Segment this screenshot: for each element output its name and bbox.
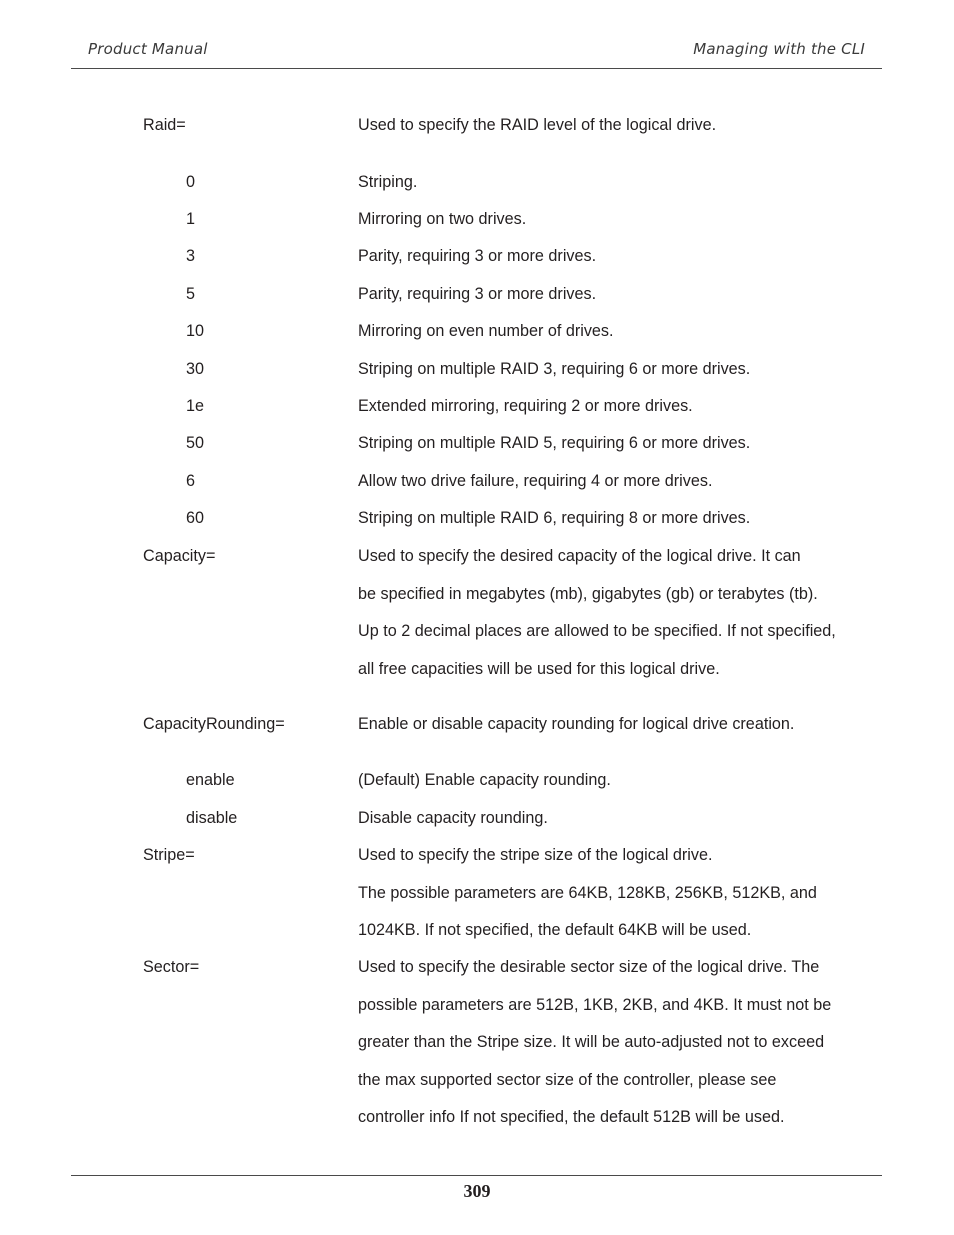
param-description-line: Parity, requiring 3 or more drives. bbox=[358, 247, 597, 265]
page-number: 309 bbox=[463, 1181, 491, 1201]
param-term: Raid= bbox=[143, 116, 186, 134]
param-description-line: Used to specify the desired capacity of the logical drive. It can bbox=[358, 547, 801, 565]
param-term: CapacityRounding= bbox=[143, 715, 285, 733]
param-term: 3 bbox=[186, 247, 196, 265]
param-term: Capacity= bbox=[143, 547, 216, 565]
param-description-line: Disable capacity rounding. bbox=[358, 809, 548, 827]
running-header-left: Product Manual bbox=[88, 40, 208, 58]
param-description-line: greater than the Stripe size. It will be auto-adjusted not to exceed bbox=[358, 1033, 825, 1051]
param-description-line: Used to specify the desirable sector size of the logical drive. The bbox=[358, 958, 820, 976]
param-description-line: Used to specify the RAID level of the logical drive. bbox=[358, 116, 717, 134]
param-description-line: Extended mirroring, requiring 2 or more drives. bbox=[358, 397, 693, 415]
running-header-right: Managing with the CLI bbox=[693, 40, 865, 58]
param-term: Sector= bbox=[143, 958, 200, 976]
param-description-line: controller info If not specified, the default 512B will be used. bbox=[358, 1108, 785, 1126]
param-description-line: The possible parameters are 64KB, 128KB, 256KB, 512KB, and bbox=[358, 884, 817, 902]
param-term: 10 bbox=[186, 322, 205, 340]
param-description-line: Mirroring on even number of drives. bbox=[358, 322, 614, 340]
param-term: 5 bbox=[186, 285, 196, 303]
param-term: 1 bbox=[186, 210, 196, 228]
param-description-line: the max supported sector size of the controller, please see bbox=[358, 1071, 777, 1089]
param-term: 6 bbox=[186, 472, 196, 490]
param-description-line: be specified in megabytes (mb), gigabytes (gb) or terabytes (tb). bbox=[358, 585, 818, 603]
param-term: 0 bbox=[186, 173, 196, 191]
param-term: 50 bbox=[186, 434, 205, 452]
param-description-line: Allow two drive failure, requiring 4 or more drives. bbox=[358, 472, 713, 490]
param-description-line: Used to specify the stripe size of the logical drive. bbox=[358, 846, 713, 864]
param-description-line: all free capacities will be used for this logical drive. bbox=[358, 660, 720, 678]
param-description-line: Mirroring on two drives. bbox=[358, 210, 527, 228]
param-description-line: Striping on multiple RAID 3, requiring 6 or more drives. bbox=[358, 360, 751, 378]
param-term: 60 bbox=[186, 509, 205, 527]
param-term: Stripe= bbox=[143, 846, 195, 864]
param-description-line: Parity, requiring 3 or more drives. bbox=[358, 285, 597, 303]
param-term: 1e bbox=[186, 397, 205, 415]
param-term: 30 bbox=[186, 360, 205, 378]
param-description-line: (Default) Enable capacity rounding. bbox=[358, 771, 611, 789]
footer-rule bbox=[71, 1175, 882, 1176]
param-term: disable bbox=[186, 809, 238, 827]
param-description-line: Striping. bbox=[358, 173, 418, 191]
param-description-line: possible parameters are 512B, 1KB, 2KB, and 4KB. It must not be bbox=[358, 996, 832, 1014]
header-rule bbox=[71, 68, 882, 69]
param-description-line: Up to 2 decimal places are allowed to be specified. If not specified, bbox=[358, 622, 836, 640]
param-description-line: 1024KB. If not specified, the default 64KB will be used. bbox=[358, 921, 752, 939]
param-term: enable bbox=[186, 771, 235, 789]
param-description-line: Striping on multiple RAID 5, requiring 6 or more drives. bbox=[358, 434, 751, 452]
param-description-line: Enable or disable capacity rounding for logical drive creation. bbox=[358, 715, 795, 733]
param-description-line: Striping on multiple RAID 6, requiring 8 or more drives. bbox=[358, 509, 751, 527]
